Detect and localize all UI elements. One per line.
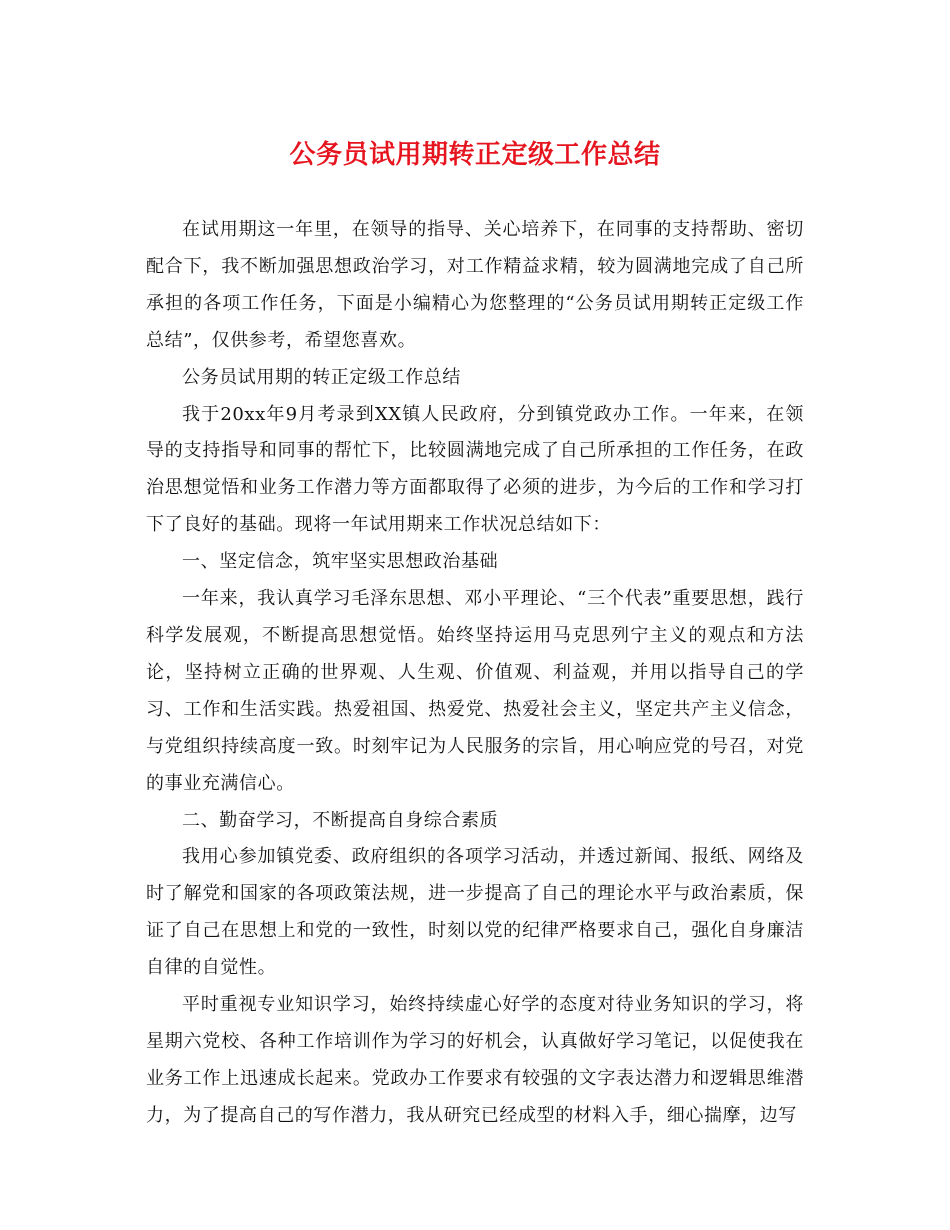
paragraph-subtitle: 公务员试用期的转正定级工作总结 [182, 366, 461, 388]
paragraph-overview: 我于20xx年9月考录到XX镇人民政府，分到镇党政办工作。一年来，在领导的支持指导和同事的帮忙下，比较圆满地完成了自己所承担的工作任务，在政治思想觉悟和业务工作潜力等方面都取得了必须的进步，为今后的工作和学习打下了良好的基础。现将一年试用期来工作状况总结如下： [146, 403, 804, 536]
section-heading-2: 二、勤奋学习，不断提高自身综合素质 [182, 809, 499, 831]
section-heading-1: 一、坚定信念，筑牢坚实思想政治基础 [182, 551, 499, 573]
paragraph-section-2b: 平时重视专业知识学习，始终持续虚心好学的态度对待业务知识的学习，将星期六党校、各种工作培训作为学习的好机会，认真做好学习笔记，以促使我在业务工作上迅速成长起来。党政办工作要求有较强的文字表达潜力和逻辑思维潜力，为了提高自己的写作潜力，我从研究已经成型的材料入手，细心揣摩，边写 [146, 994, 804, 1126]
paragraph-intro: 在试用期这一年里，在领导的指导、关心培养下，在同事的支持帮助、密切配合下，我不断加强思想政治学习，对工作精益求精，较为圆满地完成了自己所承担的各项工作任务，下面是小编精心为您整理的“公务员试用期转正定级工作总结”，仅供参考，希望您喜欢。 [146, 219, 804, 351]
paragraph-section-2a: 我用心参加镇党委、政府组织的各项学习活动，并透过新闻、报纸、网络及时了解党和国家的各项政策法规，进一步提高了自己的理论水平与政治素质，保证了自己在思想上和党的一致性，时刻以党的纪律严格要求自己，强化自身廉洁自律的自觉性。 [146, 846, 804, 979]
document-title: 公务员试用期转正定级工作总结 [289, 140, 661, 170]
paragraph-section-1: 一年来，我认真学习毛泽东思想、邓小平理论、“三个代表”重要思想，践行科学发展观，不断提高思想觉悟。始终坚持运用马克思列宁主义的观点和方法论，坚持树立正确的世界观、人生观、价值观、利益观，并用以指导自己的学习、工作和生活实践。热爱祖国、热爱党、热爱社会主义，坚定共产主义信念，与党组织持续高度一致。时刻牢记为人民服务的宗旨，用心响应党的号召，对党的事业充满信心。 [146, 588, 804, 794]
